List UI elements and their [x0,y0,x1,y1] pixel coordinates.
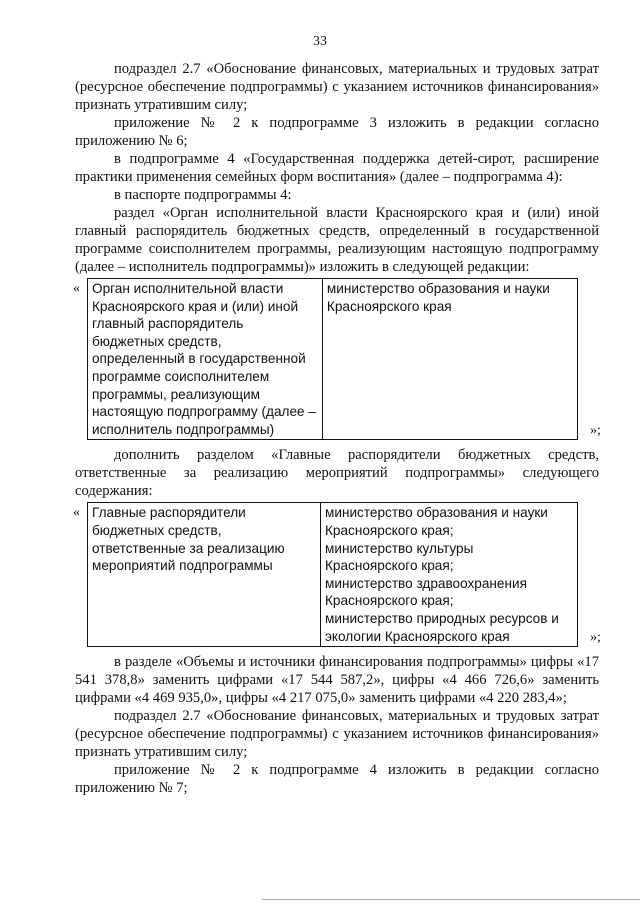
paragraph: в паспорте подпрограммы 4: [114,187,292,203]
cell-line: мероприятий подпрограммы [92,558,273,574]
document-body [75,60,599,797]
cell-line: министерство образования и науки [325,505,548,521]
open-quote: « [73,505,80,521]
cell-line: министерство образования и науки [326,281,550,296]
cell-line: Красноярского края; [325,522,454,538]
cell-line: министерство природных ресурсов и [325,610,559,626]
distributors-table-block [75,502,599,647]
paragraph: в разделе «Объемы и источники финансирования подпрограммы» цифры «17 541 378,8» заменить цифрами «17 544 587,2», цифры «4 466 726,6» заменить цифрами «4 469 935,0», цифры «4 217 075,0» заменить цифрами «4 220 283,4»; [75,654,599,707]
paragraph: подраздел 2.7 «Обоснование финансовых, материальных и трудовых затрат (ресурсное обеспечение подпрограммы) с указанием источников финансирования» признать утратившим силу; [75,61,599,113]
paragraph: приложение № 2 к подпрограмме 4 изложить в редакции согласно приложению № 7; [75,762,599,797]
close-quote: »; [590,630,601,646]
cell-line: программы, реализующим [92,386,260,402]
close-quote: »; [590,423,601,439]
cell-line: настоящую подпрограмму (далее – [92,404,316,420]
cell-line: Красноярского края [326,298,452,314]
cell-line: определенный в государственной [92,351,306,367]
cell-line: министерство здравоохранения [325,575,527,591]
table-cell-value [322,279,577,440]
executor-table-block [75,278,599,440]
distributors-table [87,502,578,647]
scan-edge-line [262,899,640,900]
table-cell-label [88,503,321,647]
cell-line: Красноярского края и (или) иной [92,298,299,314]
cell-line: Красноярского края; [325,558,454,574]
cell-line: бюджетных средств, [92,333,222,349]
open-quote: « [73,281,80,296]
cell-line: исполнитель подпрограммы) [92,421,275,437]
cell-line: программе соисполнителем [92,368,270,384]
paragraph: раздел «Орган исполнительной власти Красноярского края и (или) иной главный распорядитель бюджетных средств, определенный в государственной программе соисполнителем программы, реализующим настоящую подпрограмму (далее – исполнитель подпрограммы)» изложить в следующей редакции: [75,205,599,275]
paragraph: приложение № 2 к подпрограмме 3 изложить в редакции согласно приложению № 6; [75,115,599,149]
paragraph: в подпрограмме 4 «Государственная поддержка детей-сирот, расширение практики применения семейных форм воспитания» (далее – подпрограмма 4): [75,151,599,185]
page-number: 33 [313,34,327,49]
executor-table [87,278,578,440]
table-cell-value [321,503,578,647]
cell-line: ответственные за реализацию [92,540,285,556]
cell-line: министерство культуры [325,540,474,556]
cell-line: Главные распорядители [92,505,246,521]
table-row [88,279,578,440]
table-cell-label [88,279,323,440]
cell-line: экологии Красноярского края [325,628,510,644]
table-row [88,503,578,647]
cell-line: главный распорядитель [92,316,244,332]
cell-line: Орган исполнительной власти [92,281,284,296]
cell-line: бюджетных средств, [92,522,222,538]
paragraph: дополнить разделом «Главные распорядители бюджетных средств, ответственные за реализацию мероприятий подпрограммы» следующего содержания: [75,447,599,500]
paragraph: подраздел 2.7 «Обоснование финансовых, материальных и трудовых затрат (ресурсное обеспечение подпрограммы) с указанием источников финансирования» признать утратившим силу; [75,708,599,761]
cell-line: Красноярского края; [325,593,454,609]
